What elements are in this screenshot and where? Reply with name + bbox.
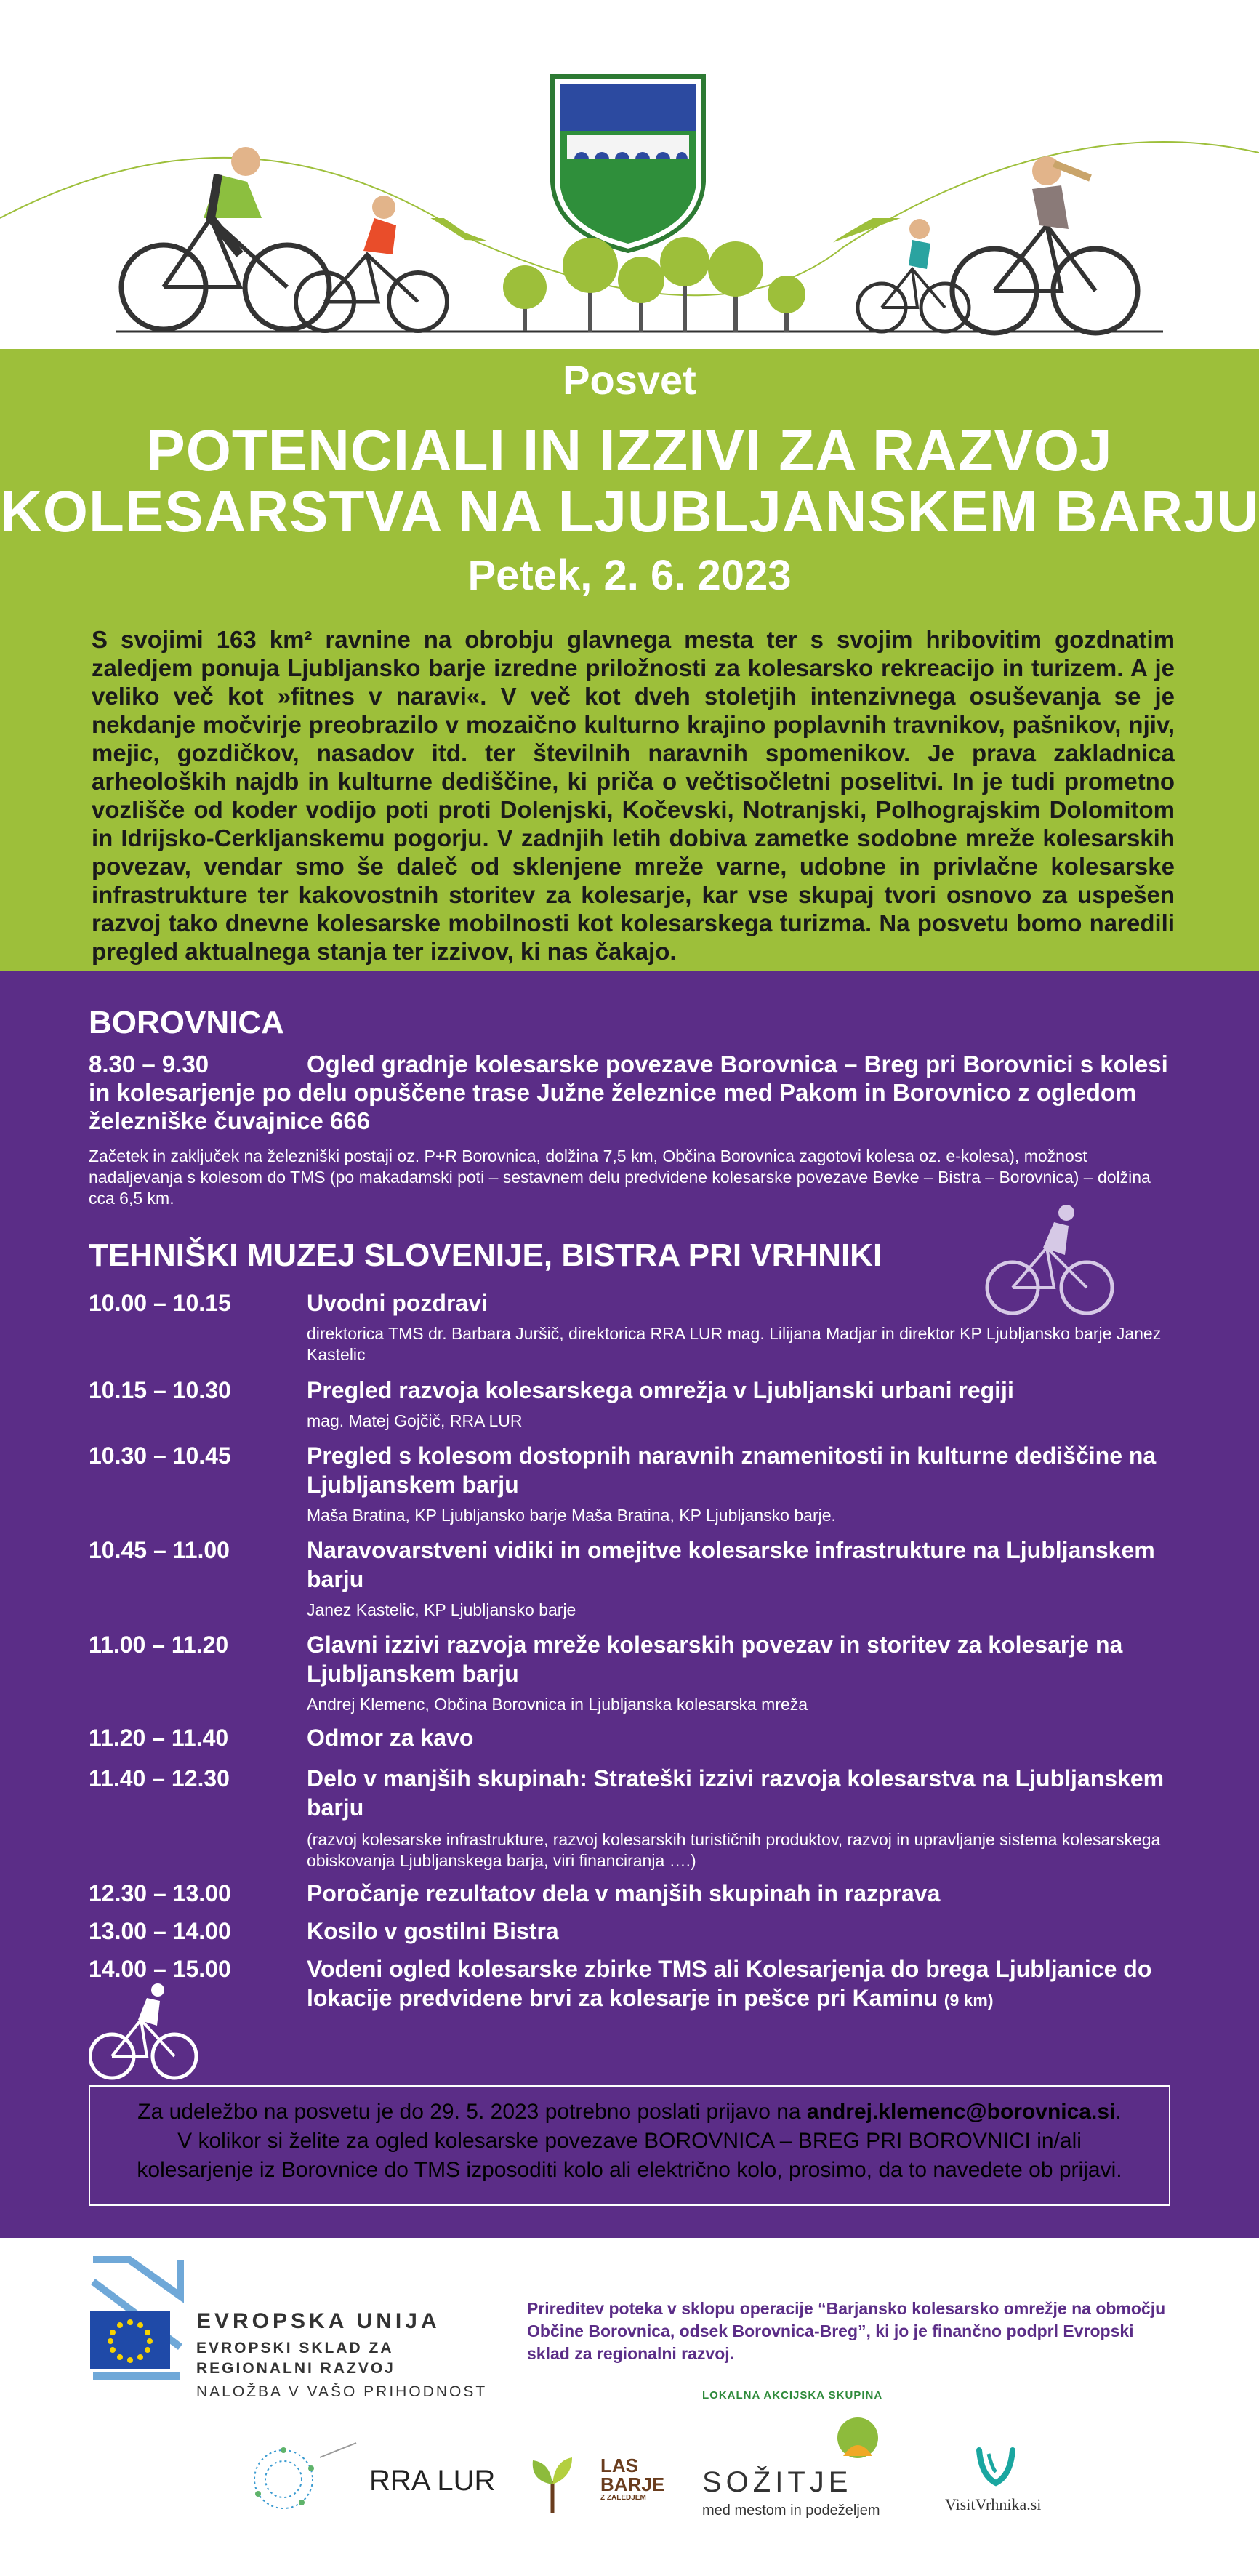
intro-paragraph: S svojimi 163 km² ravnine na obrobju glavnega mesta ter s svojim hribovitim gozdnatim zaledjem ponuja Ljubljansko barje izredne priložnosti za kolesarsko rekreacijo in turizem. A je veliko več kot »fitnes v naravi«. V več kot dveh stoletjih intenzivnega osuševanja se je nekdanje močvirje preobrazilo v mozaično kulturno krajino poplavnih travnikov, pašnikov, njiv, mejic, gozdičkov, nasadov itd. ter številnih naravnih spomenikov. Je prava zakladnica arheoloških najdb in kulturne dediščine, ki priča o večtisočletni poselitvi. In je tudi prometno vozlišče od koder vodijo poti proti Dolenjski, Kočevski, Notranjski, Polhograjskim Dolomitom in Idrijsko-Cerkljanskemu pogorju. V zadnjih letih dobiva zametke sodobne mreže kolesarskih povezav, vendar smo še daleč od sklenjene mreže varne, udobne in privlačne kolesarske infrastrukture ter kakovostnih storitev za kolesarje, kar vse skupaj tvori osnovo za uspešen razvoj tako dnevne kolesarske mobilnosti kot kolesarskega turizma. Na posvetu bomo naredili pregled aktualnega stanja ter izzivov, ki nas čakajo.	[92, 626, 1175, 965]
borovnica-note: Začetek in zaključek na železniški postaji oz. P+R Borovnica, dolžina 7,5 km, Občina Borovnica zagotovi kolesa oz. e-kolesa), možnost nadaljevanja s kolesom do TMS (po makadamski poti – sestavnem delu predvidene kolesarske povezave Bevke – Bistra – Borovnica) – dolžina cca 6,5 km.	[89, 1147, 1151, 1208]
event-date: Petek, 2. 6. 2023	[467, 552, 792, 599]
tms-heading: TEHNIŠKI MUZEJ SLOVENIJE, BISTRA PRI VRHNIKI	[89, 1237, 882, 1273]
notice-line-2: V kolikor si želite za ogled kolesarske povezave BOROVNICA – BREG PRI BOROVNICI in/ali	[177, 2129, 1082, 2153]
agenda-time: 11.00 – 11.20	[89, 1632, 229, 1658]
agenda-title: Pregled s kolesom dostopnih naravnih znamenitosti in kulturne dediščine na Ljubljanskem barju	[307, 1443, 1157, 1498]
agenda-title: Kosilo v gostilni Bistra	[307, 1918, 559, 1944]
borovnica-title: Ogled gradnje kolesarske povezave Borovnica – Breg pri Borovnici s kolesi in kolesarjenje po delu opuščene trase Južne železnice med Pakom in Borovnico z ogledom železniške čuvajnice 666	[89, 1051, 1168, 1134]
agenda-title	[307, 1954, 1179, 2015]
agenda-title: Glavni izzivi razvoja mreže kolesarskih povezav in storitev za kolesarje na Ljubljanskem barju	[307, 1632, 1123, 1687]
footer-section	[0, 2238, 1259, 2576]
eu-logo-icon	[86, 2252, 188, 2391]
notice-line-1: Za udeležbo na posvetu je do 29. 5. 2023 potrebno poslati prijavo na andrej.klemenc@borovnica.si.	[137, 2100, 1122, 2124]
event-type: Posvet	[563, 357, 696, 403]
agenda-speakers: Andrej Klemenc, Občina Borovnica in Ljubljanska kolesarska mreža	[307, 1695, 808, 1714]
las-barje-logo-text: LAS BARJE Z ZALEDJEM	[600, 2455, 665, 2502]
agenda-time: 13.00 – 14.00	[89, 1918, 231, 1944]
agenda-time: 10.30 – 10.45	[89, 1443, 231, 1469]
agenda-speakers: (razvoj kolesarske infrastrukture, razvoj kolesarskih turističnih produktov, razvoj in upravljanje sistema kolesarskega obiskovanja Ljubljanskega barja, viri financiranja ….)	[307, 1830, 1161, 1870]
hero-section	[0, 0, 1259, 971]
agenda-time: 10.45 – 11.00	[89, 1537, 230, 1563]
agenda-time: 10.00 – 10.15	[89, 1290, 231, 1316]
programme-section	[0, 971, 1259, 2238]
notice-line-3: kolesarjenje iz Borovnice do TMS izposoditi kolo ali električno kolo, prosimo, da to navedete ob prijavi.	[137, 2158, 1122, 2182]
agenda-title: Delo v manjših skupinah: Strateški izzivi razvoja kolesarstva na Ljubljanskem barju	[307, 1765, 1165, 1821]
visit-vrhnika-logo-icon	[970, 2443, 1021, 2494]
agenda-time: 11.40 – 12.30	[89, 1765, 230, 1791]
event-title-line-1: POTENCIALI IN IZZIVI ZA RAZVOJ	[146, 418, 1113, 483]
funding-statement: Prireditev poteka v sklopu operacije “Barjansko kolesarsko omrežje na območju Občine Borovnica, odsek Borovnica-Breg”, ki jo je finančno podprl Evropski sklad za regionalni razvoj.	[527, 2299, 1166, 2363]
rra-lur-logo-text: RRA LUR	[369, 2465, 496, 2497]
agenda-title: Naravovarstveni vidiki in omejitve kolesarske infrastrukture na Ljubljanskem barju	[307, 1537, 1155, 1592]
event-title-line-2: KOLESARSTVA NA LJUBLJANSKEM BARJU	[0, 479, 1259, 544]
agenda-speakers: Janez Kastelic, KP Ljubljansko barje	[307, 1600, 576, 1619]
eu-tagline: NALOŽBA V VAŠO PRIHODNOST	[196, 2383, 488, 2400]
cyclist-icon	[89, 1983, 198, 2082]
eu-title: EVROPSKA UNIJA	[196, 2309, 441, 2333]
coat-of-arms-icon	[552, 76, 704, 251]
agenda-time: 10.15 – 10.30	[89, 1377, 231, 1403]
cyclists-illustration	[0, 0, 1259, 349]
borovnica-heading: BOROVNICA	[89, 1005, 284, 1040]
event-title	[0, 420, 1259, 542]
agenda-time: 14.00 – 15.00	[89, 1956, 231, 1982]
agenda-speakers: mag. Matej Gojčič, RRA LUR	[307, 1411, 523, 1430]
sozitje-logo-icon	[829, 2412, 887, 2471]
agenda-title: Poročanje rezultatov dela v manjših skupinah in razprava	[307, 1880, 941, 1906]
sozitje-logo-text: SOŽITJE	[702, 2466, 853, 2498]
borovnica-time: 8.30 – 9.30	[89, 1051, 209, 1078]
visit-vrhnika-logo-text: VisitVrhnika.si	[945, 2495, 1042, 2513]
contact-email-link[interactable]: andrej.klemenc@borovnica.si	[806, 2100, 1116, 2124]
agenda-time: 12.30 – 13.00	[89, 1880, 231, 1906]
agenda-title: Pregled razvoja kolesarskega omrežja v Ljubljanski urbani regiji	[307, 1377, 1014, 1403]
agenda-title: Odmor za kavo	[307, 1725, 474, 1751]
registration-notice	[89, 2085, 1170, 2206]
eu-fund-name: EVROPSKI SKLAD ZA REGIONALNI RAZVOJ	[196, 2340, 395, 2377]
borovnica-item	[89, 1050, 1179, 1135]
agenda-speakers: direktorica TMS dr. Barbara Juršič, direktorica RRA LUR mag. Lilijana Madjar in direktor KP Ljubljansko barje Janez Kastelic	[307, 1324, 1162, 1364]
rra-lur-logo-icon	[240, 2436, 363, 2516]
agenda-speakers: Maša Bratina, KP Ljubljansko barje Maša Bratina, KP Ljubljansko barje.	[307, 1506, 836, 1525]
sozitje-tagline: med mestom in podeželjem	[702, 2503, 880, 2519]
agenda-distance: (9 km)	[944, 1991, 994, 2010]
agenda-title: Uvodni pozdravi	[307, 1290, 488, 1316]
agenda-title-text: Vodeni ogled kolesarske zbirke TMS ali Kolesarjenja do brega Ljubljanice do lokacije predvidene brvi za kolesarje in pešce pri Kaminu	[307, 1956, 1152, 2011]
agenda-time: 11.20 – 11.40	[89, 1725, 229, 1751]
las-barje-logo-icon	[527, 2452, 578, 2517]
las-group-label: LOKALNA AKCIJSKA SKUPINA	[702, 2389, 883, 2402]
